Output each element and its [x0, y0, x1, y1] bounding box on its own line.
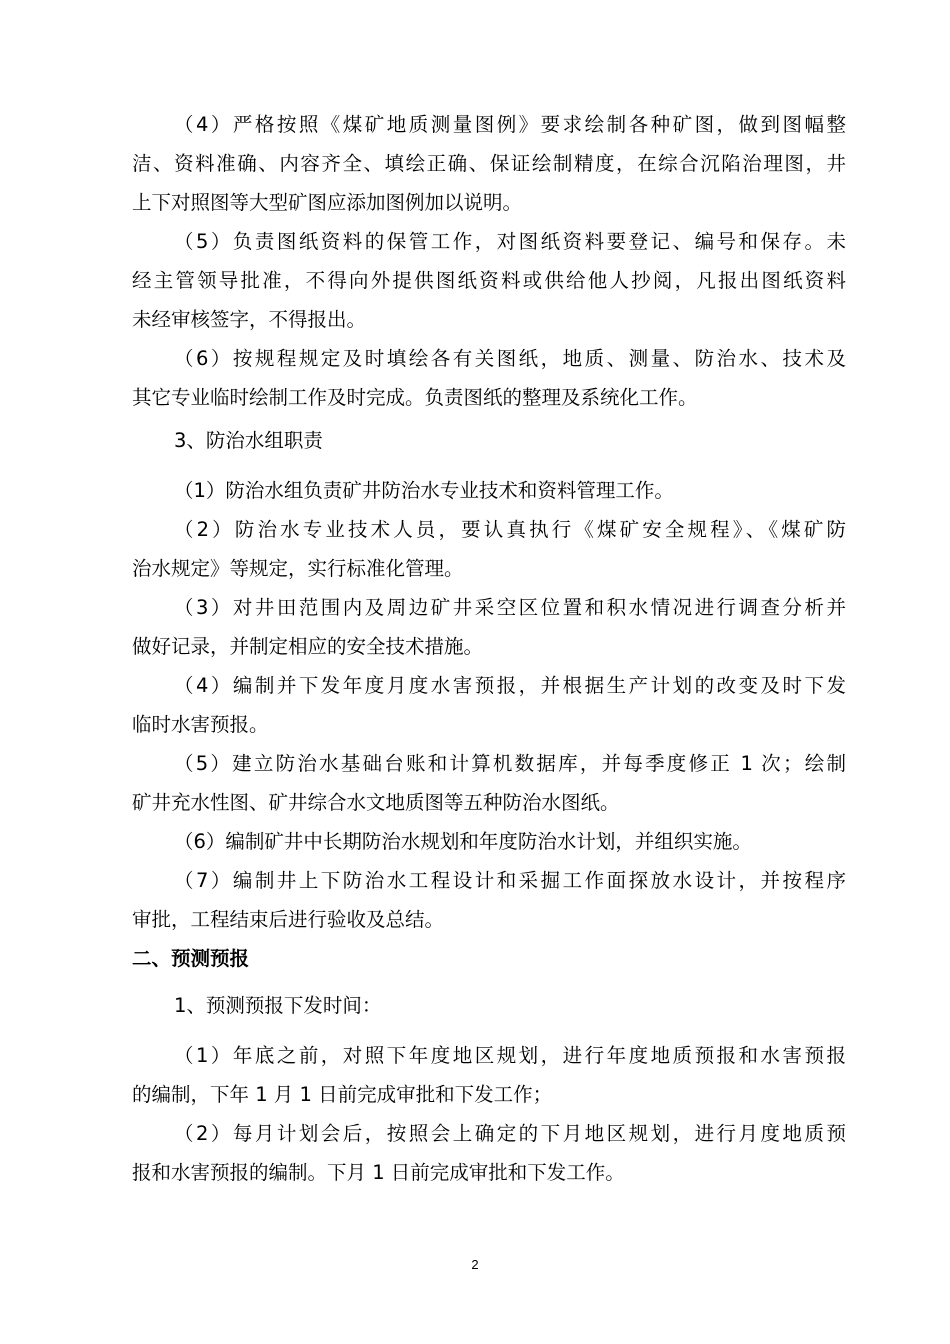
paragraph-line: （6）编制矿井中长期防治水规划和年度防治水计划，并组织实施。: [174, 830, 752, 853]
section-heading: 3、防治水组职责: [174, 429, 323, 452]
paragraph-line: （6）按规程规定及时填绘各有关图纸，地质、测量、防治水、技术及: [174, 347, 846, 370]
paragraph-line: （7）编制井上下防治水工程设计和采掘工作面探放水设计，并按程序: [174, 869, 846, 892]
paragraph-line: （1）防治水组负责矿井防治水专业技术和资料管理工作。: [174, 479, 674, 502]
paragraph-line: （5）建立防治水基础台账和计算机数据库，并每季度修正 1 次；绘制: [174, 752, 846, 775]
paragraph-line: 其它专业临时绘制工作及时完成。负责图纸的整理及系统化工作。: [132, 386, 698, 409]
paragraph-line: 临时水害预报。: [132, 713, 269, 736]
paragraph-line: 上下对照图等大型矿图应添加图例加以说明。: [132, 191, 523, 214]
paragraph-line: （4）编制并下发年度月度水害预报，并根据生产计划的改变及时下发: [174, 674, 846, 697]
paragraph-line: （4）严格按照《煤矿地质测量图例》要求绘制各种矿图，做到图幅整: [174, 113, 846, 136]
page-number: 2: [471, 1257, 479, 1272]
paragraph-line: （1）年底之前，对照下年度地区规划，进行年度地质预报和水害预报: [174, 1044, 846, 1067]
paragraph-line: 审批，工程结束后进行验收及总结。: [132, 908, 445, 931]
subsection-heading: 1、预测预报下发时间：: [174, 994, 382, 1017]
paragraph-line: 矿井充水性图、矿井综合水文地质图等五种防治水图纸。: [132, 791, 620, 814]
paragraph-line: 报和水害预报的编制。下月 1 日前完成审批和下发工作。: [132, 1161, 625, 1184]
paragraph-line: 做好记录，并制定相应的安全技术措施。: [132, 635, 484, 658]
paragraph-line: （2）防治水专业技术人员，要认真执行《煤矿安全规程》、《煤矿防: [174, 518, 846, 541]
paragraph-line: （3）对井田范围内及周边矿井采空区位置和积水情况进行调查分析并: [174, 596, 846, 619]
paragraph-line: （2）每月计划会后，按照会上确定的下月地区规划，进行月度地质预: [174, 1122, 846, 1145]
paragraph-line: 的编制，下年 1 月 1 日前完成审批和下发工作；: [132, 1083, 553, 1106]
paragraph-line: 经主管领导批准，不得向外提供图纸资料或供给他人抄阅，凡报出图纸资料: [132, 269, 846, 292]
paragraph-line: 治水规定》等规定，实行标准化管理。: [132, 557, 464, 580]
paragraph-line: 未经审核签字，不得报出。: [132, 308, 367, 331]
section-heading: 二、预测预报: [132, 947, 250, 970]
paragraph-line: 洁、资料准确、内容齐全、填绘正确、保证绘制精度，在综合沉陷治理图，井: [132, 152, 846, 175]
paragraph-line: （5）负责图纸资料的保管工作，对图纸资料要登记、编号和保存。未: [174, 230, 846, 253]
